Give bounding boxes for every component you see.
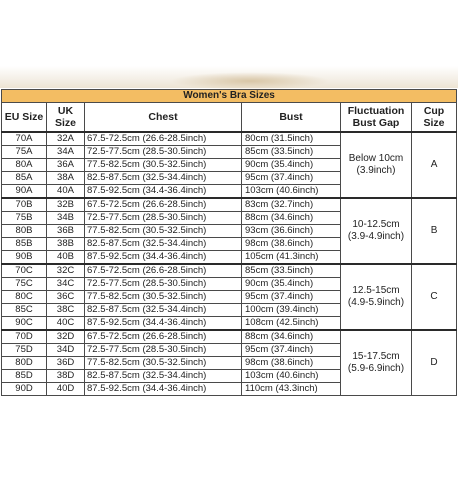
bust-cell: 88cm (34.6inch) <box>242 330 341 344</box>
chest-cell: 67.5-72.5cm (26.6-28.5inch) <box>85 132 242 146</box>
chest-cell: 67.5-72.5cm (26.6-28.5inch) <box>85 198 242 212</box>
uk-size-cell: 36D <box>47 357 85 370</box>
bust-cell: 105cm (41.3inch) <box>242 251 341 265</box>
bust-cell: 103cm (40.6inch) <box>242 185 341 199</box>
cup-size-cell: B <box>412 198 457 264</box>
eu-size-cell: 75C <box>2 278 47 291</box>
bust-cell: 95cm (37.4inch) <box>242 172 341 185</box>
photo-blur <box>170 72 330 90</box>
eu-size-cell: 85A <box>2 172 47 185</box>
eu-size-cell: 75A <box>2 146 47 159</box>
eu-size-cell: 70D <box>2 330 47 344</box>
eu-size-cell: 70C <box>2 264 47 278</box>
table-row <box>2 330 457 344</box>
table-row <box>2 264 457 278</box>
eu-size-cell: 85B <box>2 238 47 251</box>
table-row <box>2 132 457 146</box>
uk-size-cell: 32C <box>47 264 85 278</box>
chest-cell: 87.5-92.5cm (34.4-36.4inch) <box>85 317 242 331</box>
uk-size-cell: 38D <box>47 370 85 383</box>
chest-cell: 72.5-77.5cm (28.5-30.5inch) <box>85 278 242 291</box>
header-bust: Bust <box>242 103 341 133</box>
eu-size-cell: 90B <box>2 251 47 265</box>
bust-cell: 103cm (40.6inch) <box>242 370 341 383</box>
eu-size-cell: 75B <box>2 212 47 225</box>
uk-size-cell: 32B <box>47 198 85 212</box>
bust-cell: 90cm (35.4inch) <box>242 159 341 172</box>
chest-cell: 72.5-77.5cm (28.5-30.5inch) <box>85 212 242 225</box>
fluctuation-cell: 12.5-15cm (4.9-5.9inch) <box>341 264 412 330</box>
eu-size-cell: 90C <box>2 317 47 331</box>
header-fluctuation: Fluctuation Bust Gap <box>341 103 412 133</box>
bust-cell: 90cm (35.4inch) <box>242 278 341 291</box>
header-uk-size: UK Size <box>47 103 85 133</box>
fluctuation-cell: Below 10cm (3.9inch) <box>341 132 412 198</box>
cup-size-cell: D <box>412 330 457 396</box>
chest-cell: 67.5-72.5cm (26.6-28.5inch) <box>85 330 242 344</box>
uk-size-cell: 40B <box>47 251 85 265</box>
uk-size-cell: 36B <box>47 225 85 238</box>
eu-size-cell: 90A <box>2 185 47 199</box>
uk-size-cell: 40A <box>47 185 85 199</box>
eu-size-cell: 80C <box>2 291 47 304</box>
header-eu-size: EU Size <box>2 103 47 133</box>
fluctuation-cell: 10-12.5cm (3.9-4.9inch) <box>341 198 412 264</box>
chest-cell: 82.5-87.5cm (32.5-34.4inch) <box>85 238 242 251</box>
eu-size-cell: 80A <box>2 159 47 172</box>
size-chart-table <box>1 89 457 396</box>
chest-cell: 77.5-82.5cm (30.5-32.5inch) <box>85 291 242 304</box>
uk-size-cell: 40C <box>47 317 85 331</box>
bust-cell: 98cm (38.6inch) <box>242 357 341 370</box>
uk-size-cell: 34B <box>47 212 85 225</box>
chest-cell: 82.5-87.5cm (32.5-34.4inch) <box>85 370 242 383</box>
chest-cell: 77.5-82.5cm (30.5-32.5inch) <box>85 357 242 370</box>
chest-cell: 87.5-92.5cm (34.4-36.4inch) <box>85 383 242 396</box>
fluctuation-cell: 15-17.5cm (5.9-6.9inch) <box>341 330 412 396</box>
bust-cell: 80cm (31.5inch) <box>242 132 341 146</box>
bust-cell: 95cm (37.4inch) <box>242 291 341 304</box>
uk-size-cell: 36A <box>47 159 85 172</box>
photo-background <box>0 0 458 88</box>
eu-size-cell: 80B <box>2 225 47 238</box>
chest-cell: 87.5-92.5cm (34.4-36.4inch) <box>85 185 242 199</box>
uk-size-cell: 36C <box>47 291 85 304</box>
bust-cell: 88cm (34.6inch) <box>242 212 341 225</box>
eu-size-cell: 85D <box>2 370 47 383</box>
eu-size-cell: 70B <box>2 198 47 212</box>
chest-cell: 82.5-87.5cm (32.5-34.4inch) <box>85 172 242 185</box>
bust-cell: 110cm (43.3inch) <box>242 383 341 396</box>
uk-size-cell: 34D <box>47 344 85 357</box>
bust-cell: 85cm (33.5inch) <box>242 264 341 278</box>
cup-size-cell: C <box>412 264 457 330</box>
table-row <box>2 198 457 212</box>
uk-size-cell: 40D <box>47 383 85 396</box>
eu-size-cell: 85C <box>2 304 47 317</box>
uk-size-cell: 34C <box>47 278 85 291</box>
chest-cell: 67.5-72.5cm (26.6-28.5inch) <box>85 264 242 278</box>
uk-size-cell: 32D <box>47 330 85 344</box>
eu-size-cell: 70A <box>2 132 47 146</box>
chest-cell: 87.5-92.5cm (34.4-36.4inch) <box>85 251 242 265</box>
uk-size-cell: 34A <box>47 146 85 159</box>
eu-size-cell: 75D <box>2 344 47 357</box>
uk-size-cell: 38C <box>47 304 85 317</box>
chest-cell: 72.5-77.5cm (28.5-30.5inch) <box>85 344 242 357</box>
bust-cell: 83cm (32.7inch) <box>242 198 341 212</box>
bust-cell: 98cm (38.6inch) <box>242 238 341 251</box>
bust-cell: 100cm (39.4inch) <box>242 304 341 317</box>
uk-size-cell: 32A <box>47 132 85 146</box>
uk-size-cell: 38B <box>47 238 85 251</box>
chest-cell: 77.5-82.5cm (30.5-32.5inch) <box>85 159 242 172</box>
chest-cell: 72.5-77.5cm (28.5-30.5inch) <box>85 146 242 159</box>
cup-size-cell: A <box>412 132 457 198</box>
bust-cell: 95cm (37.4inch) <box>242 344 341 357</box>
uk-size-cell: 38A <box>47 172 85 185</box>
bust-cell: 93cm (36.6inch) <box>242 225 341 238</box>
bust-cell: 85cm (33.5inch) <box>242 146 341 159</box>
chest-cell: 77.5-82.5cm (30.5-32.5inch) <box>85 225 242 238</box>
eu-size-cell: 80D <box>2 357 47 370</box>
chest-cell: 82.5-87.5cm (32.5-34.4inch) <box>85 304 242 317</box>
table-title: Women's Bra Sizes <box>2 90 457 103</box>
bust-cell: 108cm (42.5inch) <box>242 317 341 331</box>
header-cup-size: Cup Size <box>412 103 457 133</box>
eu-size-cell: 90D <box>2 383 47 396</box>
header-chest: Chest <box>85 103 242 133</box>
